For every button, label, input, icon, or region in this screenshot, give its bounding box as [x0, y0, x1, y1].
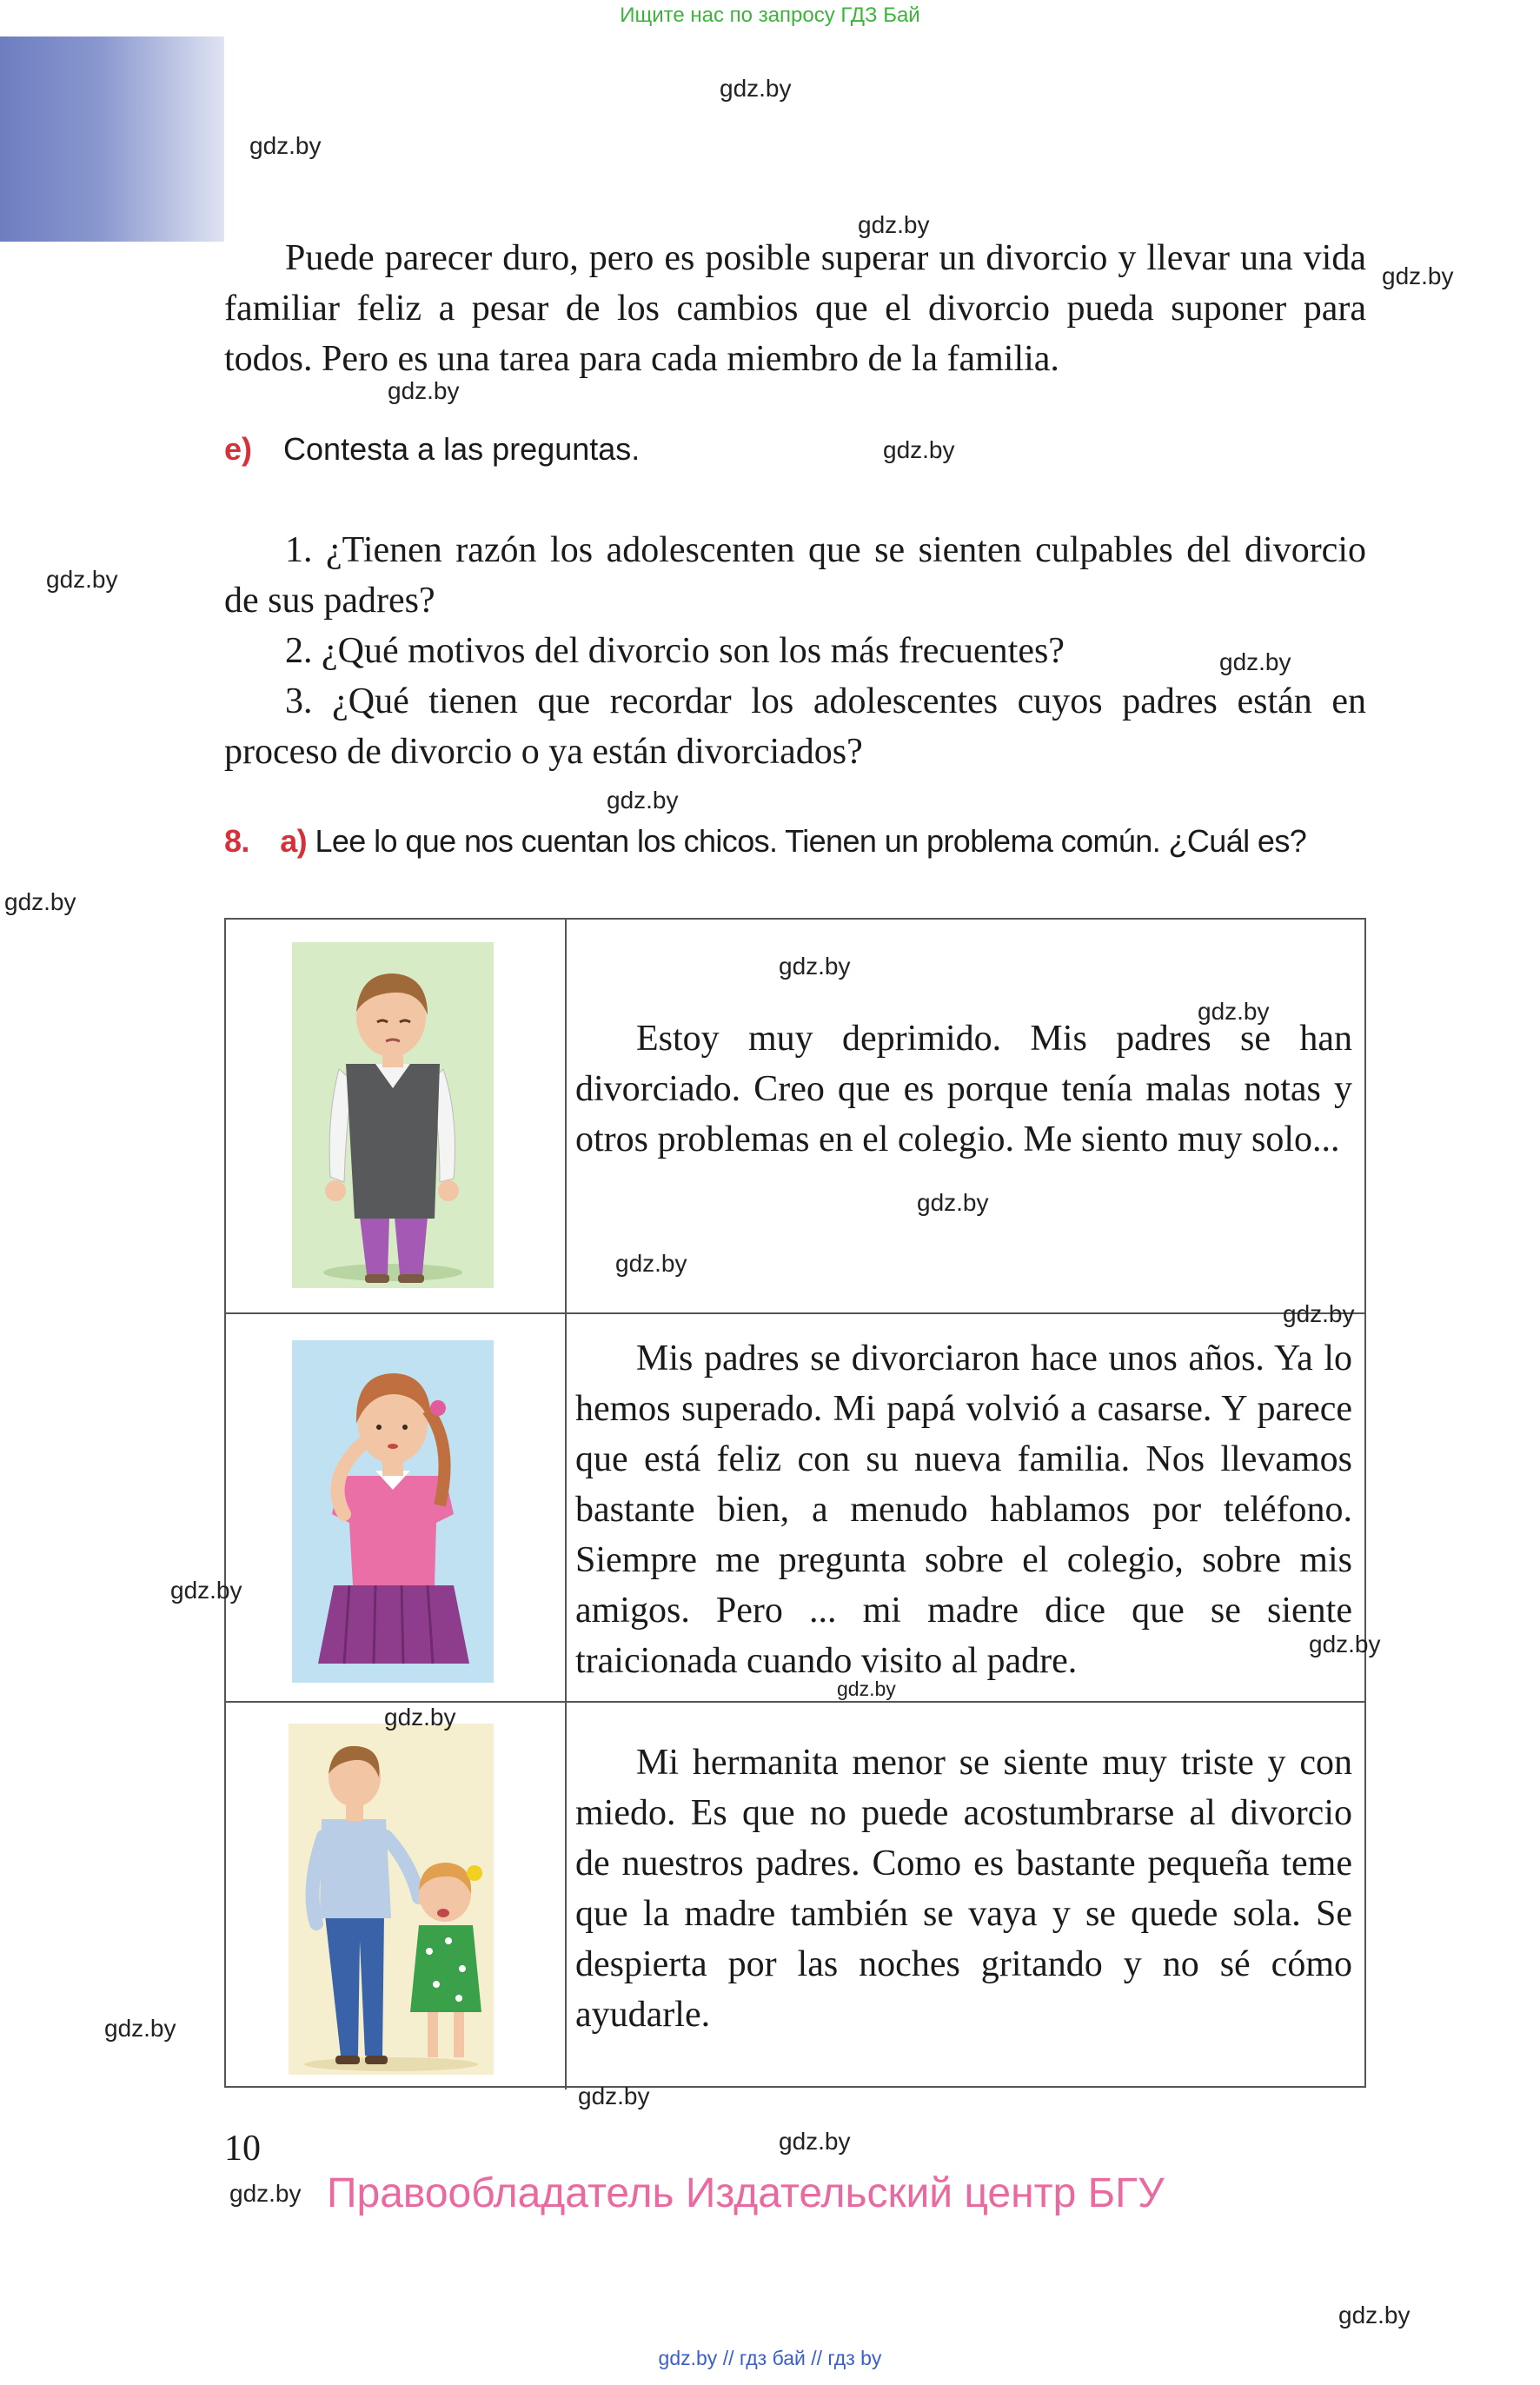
- watermark: gdz.by: [578, 2083, 650, 2109]
- watermark: gdz.by: [384, 1704, 456, 1731]
- question-item: 1. ¿Tienen razón los adolescenten que se sienten culpables del divorcio de sus padres?: [224, 530, 1366, 621]
- task-e-heading: [224, 431, 640, 468]
- watermark: gdz.by: [837, 1677, 896, 1700]
- task-letter: e): [224, 431, 253, 467]
- task-instruction: Lee lo que nos cuentan los chicos. Tienen un problema común. ¿Cuál es?: [315, 823, 1307, 859]
- story-text: Mis padres se divorciaron hace unos años. Ya lo hemos superado. Mi papá volvió a casarse. Y parece que está feliz con su nueva familia. Nos llevamos bastante bien, a menudo hablamos por teléfono. Siempre me pregunta sobre el colegio, sobre mis amigos. Pero ... mi madre dice que se siente traicionada cuando visito al padre.: [575, 1339, 1352, 1681]
- story-text: Estoy muy deprimido. Mis padres se han divorciado. Creo que es porque tenía malas notas y otros problemas en el colegio. Me siento muy solo...: [575, 1019, 1352, 1159]
- watermark: gdz.by: [1309, 1631, 1381, 1658]
- copyright-notice: Правообладатель Издательский центр БГУ: [327, 2170, 1165, 2216]
- bottom-links[interactable]: gdz.by // гдз бай // гдз by: [658, 2347, 882, 2369]
- watermark: gdz.by: [607, 787, 679, 814]
- watermark: gdz.by: [779, 953, 851, 980]
- page-number: 10: [224, 2129, 261, 2169]
- thoughtful-girl-illustration: [292, 1340, 494, 1683]
- watermark: gdz.by: [170, 1577, 242, 1604]
- watermark: gdz.by: [1382, 262, 1454, 289]
- task-number: 8.: [224, 823, 249, 859]
- watermark: gdz.by: [615, 1250, 687, 1277]
- table-row: [226, 1312, 1364, 1701]
- story-text: Mi hermanita menor se siente muy triste y con miedo. Es que no puede acostumbrarse al divorcio de nuestros padres. Como es bastante pequeña teme que la madre también se vaya y se quede sola. Se despierta por las noches gritando y no sé cómo ayudarle.: [575, 1743, 1352, 2035]
- watermark: gdz.by: [883, 436, 955, 463]
- watermark: gdz.by: [388, 377, 460, 404]
- task-instruction: Contesta a las preguntas.: [283, 431, 641, 467]
- watermark: gdz.by: [720, 75, 792, 102]
- intro-paragraph: Puede parecer duro, pero es posible superar un divorcio y llevar una vida familiar feliz a pesar de los cambios que el divorcio pueda suponer para todos. Pero es una tarea para cada miembro de la familia.: [224, 238, 1366, 379]
- task-8-heading: [224, 823, 1306, 860]
- watermark: gdz.by: [104, 2015, 176, 2042]
- watermark: gdz.by: [4, 888, 76, 915]
- watermark: gdz.by: [1283, 1300, 1355, 1327]
- corner-decoration: [0, 37, 224, 242]
- watermark: gdz.by: [229, 2180, 302, 2207]
- watermark: gdz.by: [1338, 2302, 1411, 2329]
- watermark: gdz.by: [779, 2128, 851, 2155]
- question-item: 2. ¿Qué motivos del divorcio son los más frecuentes?: [285, 631, 1065, 671]
- questions-list: [224, 525, 1366, 777]
- boy-comforting-sister-illustration: [289, 1724, 494, 2075]
- stories-table: [224, 918, 1366, 2088]
- watermark: gdz.by: [1219, 648, 1291, 675]
- sad-boy-illustration: [292, 942, 494, 1288]
- question-item: 3. ¿Qué tienen que recordar los adolescentes cuyos padres están en proceso de divorcio o ya están divorciados?: [224, 681, 1366, 772]
- watermark: gdz.by: [917, 1189, 989, 1216]
- watermark: gdz.by: [858, 211, 930, 238]
- table-row: [226, 1701, 1364, 2089]
- watermark: gdz.by: [46, 566, 118, 593]
- top-banner[interactable]: Ищите нас по запросу ГДЗ Бай: [620, 3, 920, 27]
- task-letter: a): [280, 823, 308, 859]
- watermark: gdz.by: [249, 132, 322, 159]
- watermark: gdz.by: [1198, 998, 1270, 1025]
